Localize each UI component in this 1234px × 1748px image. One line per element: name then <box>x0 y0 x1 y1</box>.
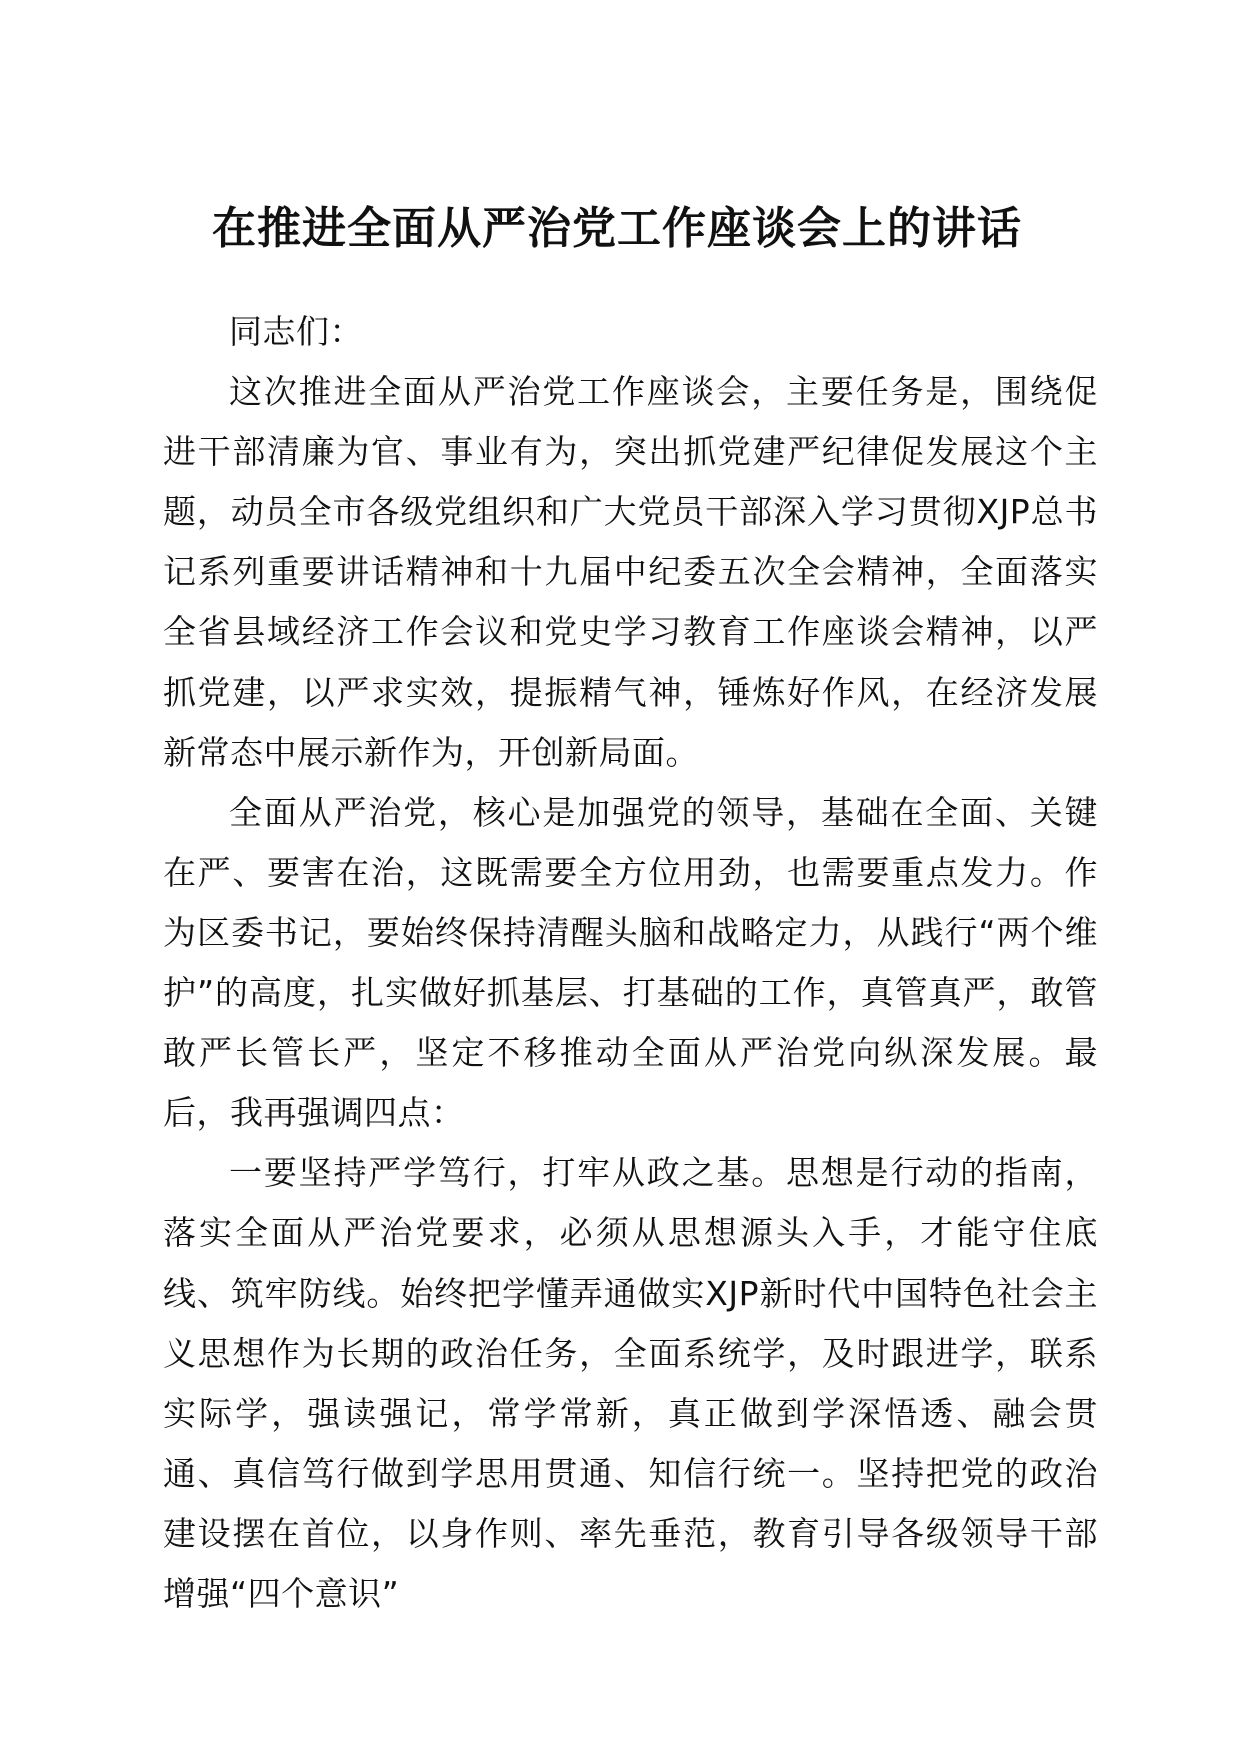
document-title: 在推进全面从严治党工作座谈会上的讲话 <box>212 203 1022 254</box>
body-paragraph: 一要坚持严学笃行，打牢从政之基。思想是行动的指南，落实全面从严治党要求，必须从思想源头入手，才能守住底线、筑牢防线。始终把学懂弄通做实XJP新时代中国特色社会主义思想作为长期的政治任务，全面系统学，及时跟进学，联系实际学，强读强记，常学常新，真正做到学深悟透、融会贯通、真信笃行做到学思用贯通、知信行统一。坚持把党的政治建设摆在首位，以身作则、率先垂范，教育引导各级领导干部增强“四个意识” <box>163 1153 1098 1613</box>
body-paragraph: 全面从严治党，核心是加强党的领导，基础在全面、关键在严、要害在治，这既需要全方位用劲，也需要重点发力。作为区委书记，要始终保持清醒头脑和战略定力，从践行“两个维护”的高度，扎实做好抓基层、打基础的工作，真管真严，敢管敢严长管长严，坚定不移推动全面从严治党向纵深发展。最后，我再强调四点： <box>163 792 1098 1133</box>
document-body <box>163 302 1098 1624</box>
body-paragraph: 这次推进全面从严治党工作座谈会，主要任务是，围绕促进干部清廉为官、事业有为，突出抓党建严纪律促发展这个主题，动员全市各级党组织和广大党员干部深入学习贯彻XJP总书记系列重要讲话精神和十九届中纪委五次全会精神，全面落实全省县域经济工作会议和党史学习教育工作座谈会精神，以严抓党建，以严求实效，提振精气神，锤炼好作风，在经济发展新常态中展示新作为，开创新局面。 <box>163 372 1098 772</box>
salutation-paragraph: 同志们： <box>229 312 363 351</box>
